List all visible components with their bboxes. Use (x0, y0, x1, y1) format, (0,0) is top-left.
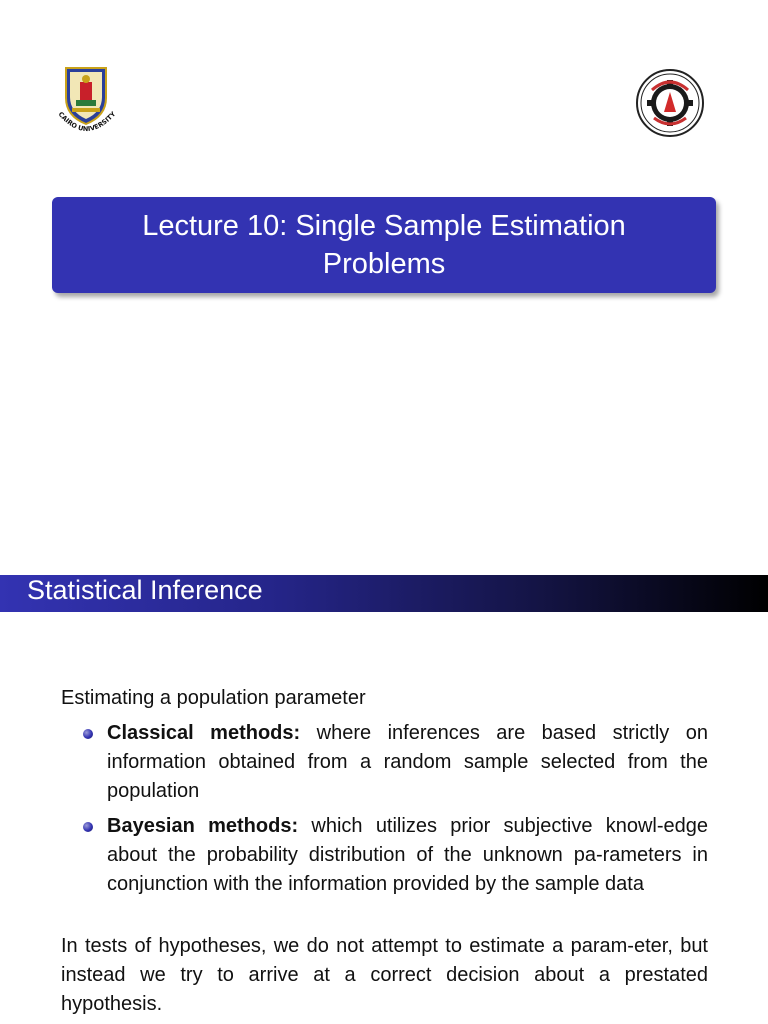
lecture-title-line-2: Problems (322, 248, 446, 280)
bullet-text: which utilizes prior subjective knowl-edge about the probability distribution of the unknown pa-rameters in conjunction with the information provided by the sample data (107, 815, 709, 895)
faculty-of-engineering-seal (630, 68, 710, 138)
cairo-university-logo (50, 64, 122, 142)
list-item (79, 812, 708, 899)
list-item (79, 719, 708, 806)
intro-text: Estimating a population parameter (61, 687, 366, 709)
closing-text: In tests of hypotheses, we do not attempt to estimate a param-eter, but instead we try to arrive at a correct decision about a prestated hypothesis. (61, 935, 708, 1015)
bullet-list (79, 719, 708, 905)
bullet-term: Bayesian methods: (107, 815, 299, 837)
lecture-title-box (52, 197, 716, 293)
bullet-icon (83, 729, 93, 739)
lecture-title-line-1: Lecture 10: Single Sample Estimation (142, 210, 626, 242)
bullet-text: where inferences are based strictly on information obtained from a random sample selected from the population (107, 722, 708, 802)
section-title: Statistical Inference (27, 575, 263, 605)
bullet-term: Classical methods: (107, 722, 301, 744)
logo-text: CAIRO UNIVERSITY (56, 110, 118, 134)
bullet-icon (83, 822, 93, 832)
